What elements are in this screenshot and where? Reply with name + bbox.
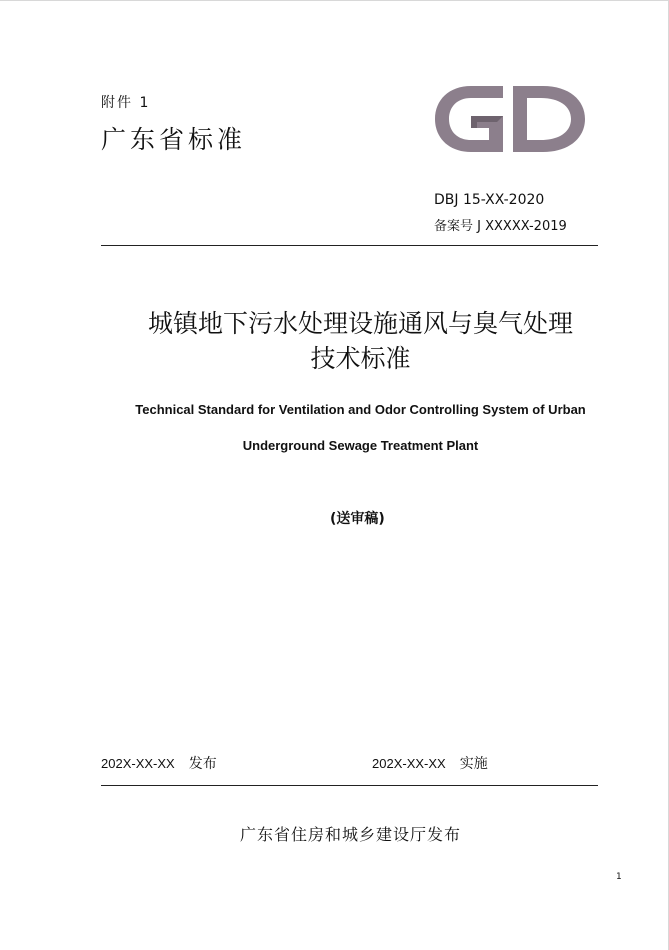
implement-label: 实施 — [459, 756, 488, 772]
bottom-divider — [101, 785, 598, 786]
issue-label: 发布 — [188, 756, 217, 772]
title-en-line2: Underground Sewage Treatment Plant — [242, 438, 479, 453]
gd-logo-d — [513, 86, 585, 152]
draft-label: (送审稿) — [330, 511, 385, 527]
title-en-line1: Technical Standard for Ventilation and Odor Controlling System of Urban — [135, 402, 586, 417]
standard-code: DBJ 15-XX-2020 — [434, 192, 545, 208]
issue-date-row — [101, 753, 217, 773]
page-number: 1 — [616, 872, 622, 882]
issuing-authority: 广东省住房和城乡建设厅发布 — [240, 825, 462, 844]
implement-date: 202X-XX-XX — [372, 756, 446, 771]
standard-type-heading: 广东省标准 — [101, 125, 247, 154]
gd-logo — [431, 80, 589, 158]
title-cn-line2: 技术标准 — [310, 344, 411, 373]
attachment-label: 附件 1 — [101, 95, 151, 111]
record-number: 备案号 J XXXXX-2019 — [434, 219, 567, 234]
top-divider — [101, 245, 598, 246]
title-cn-line1: 城镇地下污水处理设施通风与臭气处理 — [147, 309, 573, 338]
implement-date-row — [372, 753, 488, 773]
issue-date: 202X-XX-XX — [101, 756, 175, 771]
